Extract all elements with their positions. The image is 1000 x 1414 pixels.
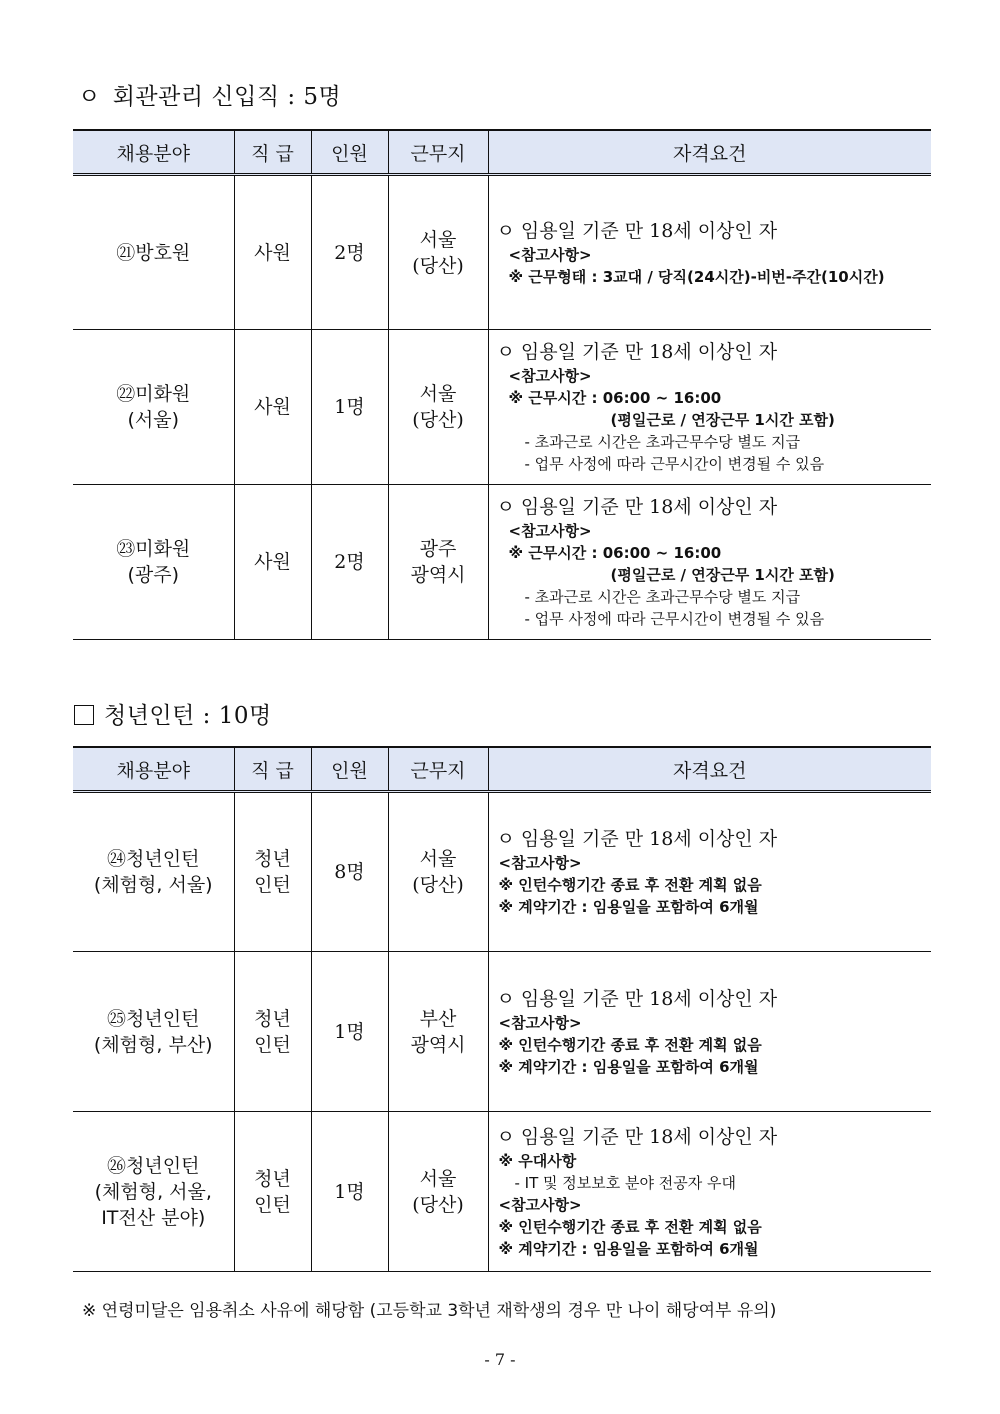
conversion-note: ※ 인턴수행기간 종료 후 전환 계획 없음 [498,876,762,894]
section-title-text: 회관관리 신입직 : 5명 [112,84,342,110]
field-cell [73,175,234,330]
work-hours-note: ※ 근무시간 : 06:00 ~ 16:00 [508,389,722,407]
grade-cell [234,792,311,952]
header-field: 채용분야 [73,747,234,792]
contract-period-note: ※ 계약기간 : 임용일을 포함하여 6개월 [498,1239,759,1258]
work-hours-note: ※ 근무시간 : 06:00 ~ 16:00 [508,544,722,562]
field-sub: IT전산 분야) [101,1206,206,1229]
age-requirement: ㅇ 임용일 기준 만 18세 이상인 자 [496,828,778,850]
section-title-text: 청년인턴 : 10명 [104,703,272,729]
reference-title: <참고사항> [508,367,592,385]
location-line: 부산 [419,1007,457,1030]
count-cell: 1명 [311,1112,388,1272]
requirements-cell [488,175,931,330]
field-name: ㉕청년인턴 [107,1007,200,1030]
grade-cell: 사원 [234,175,311,330]
field-cell [73,1112,234,1272]
field-sub: (서울) [127,409,180,431]
count-cell: 1명 [311,952,388,1112]
location-line: 서울 [419,228,457,251]
header-requirements: 자격요건 [488,747,931,792]
requirements-cell [488,485,931,640]
schedule-change-note: - 업무 사정에 따라 근무시간이 변경될 수 있음 [524,610,825,628]
reference-title: <참고사항> [508,522,592,540]
field-name: ㉖청년인턴 [107,1154,200,1177]
age-requirement: ㅇ 임용일 기준 만 18세 이상인 자 [496,341,778,363]
field-name: ㉑방호원 [116,241,191,264]
location-line: 광주 [419,538,457,560]
age-requirement: ㅇ 임용일 기준 만 18세 이상인 자 [496,496,778,518]
field-cell [73,485,234,640]
location-line: (당산) [412,874,464,896]
table-row [73,485,931,640]
table-row [73,792,931,952]
location-line: 광역시 [410,564,466,586]
requirements-cell [488,330,931,485]
reference-title: <참고사항> [498,1013,582,1032]
location-line: 광역시 [410,1033,466,1056]
count-cell: 8명 [311,792,388,952]
header-grade: 직 급 [234,130,311,175]
schedule-change-note: - 업무 사정에 따라 근무시간이 변경될 수 있음 [524,455,825,473]
grade-cell [234,1112,311,1272]
location-cell [388,175,488,330]
grade-line: 인턴 [254,874,291,896]
location-cell [388,792,488,952]
grade-cell: 사원 [234,330,311,485]
table-row [73,330,931,485]
field-cell [73,952,234,1112]
field-sub: (체험형, 서울, [94,1180,212,1203]
count-cell: 2명 [311,175,388,330]
requirements-cell [488,792,931,952]
grade-line: 청년 [254,1167,291,1190]
field-cell [73,792,234,952]
count-cell: 1명 [311,330,388,485]
requirements-cell [488,1112,931,1272]
circle-bullet: ㅇ [78,84,101,110]
field-name: ㉒미화원 [116,383,191,405]
contract-period-note: ※ 계약기간 : 임용일을 포함하여 6개월 [498,1057,759,1076]
header-grade: 직 급 [234,747,311,792]
table-row [73,175,931,330]
location-line: 서울 [419,1167,457,1190]
work-hours-detail: (평일근로 / 연장근무 1시간 포함) [610,411,835,429]
grade-line: 인턴 [254,1033,291,1056]
overtime-note: - 초과근로 시간은 초과근무수당 별도 지급 [524,433,801,451]
field-name: ㉔청년인턴 [107,848,200,870]
table-header-row [73,130,931,175]
page-number: - 7 - [484,1350,516,1369]
field-cell [73,330,234,485]
table-row [73,952,931,1112]
header-field: 채용분야 [73,130,234,175]
grade-line: 청년 [254,848,291,870]
grade-line: 청년 [254,1007,291,1030]
grade-cell: 사원 [234,485,311,640]
conversion-note: ※ 인턴수행기간 종료 후 전환 계획 없음 [498,1035,762,1054]
age-requirement: ㅇ 임용일 기준 만 18세 이상인 자 [496,987,778,1010]
location-cell [388,330,488,485]
checkbox-square-icon [74,705,94,725]
section-title-hall-management [78,78,341,111]
contract-period-note: ※ 계약기간 : 임용일을 포함하여 6개월 [498,898,759,916]
location-cell [388,1112,488,1272]
count-cell: 2명 [311,485,388,640]
location-line: 서울 [419,848,457,870]
age-requirement: ㅇ 임용일 기준 만 18세 이상인 자 [496,1125,778,1148]
work-type-note: ※ 근무형태 : 3교대 / 당직(24시간)-비번-주간(10시간) [508,267,885,286]
location-line: 서울 [419,383,457,405]
location-cell [388,485,488,640]
age-requirement: ㅇ 임용일 기준 만 18세 이상인 자 [496,219,778,242]
header-location: 근무지 [388,747,488,792]
grade-cell [234,952,311,1112]
reference-title: <참고사항> [498,854,582,872]
preference-title: ※ 우대사항 [498,1151,577,1170]
age-footnote: ※ 연령미달은 임용취소 사유에 해당함 (고등학교 3학년 재학생의 경우 만 나이 해당여부 유의) [82,1301,777,1321]
recruit-table-hall-management [73,129,931,640]
work-hours-detail: (평일근로 / 연장근무 1시간 포함) [610,566,835,584]
reference-title: <참고사항> [498,1195,582,1214]
header-count: 인원 [311,130,388,175]
header-count: 인원 [311,747,388,792]
header-location: 근무지 [388,130,488,175]
location-line: (당산) [412,1193,464,1216]
recruit-table-youth-intern [73,746,931,1272]
conversion-note: ※ 인턴수행기간 종료 후 전환 계획 없음 [498,1217,762,1236]
field-name: ㉓미화원 [116,538,191,560]
location-line: (당산) [412,409,464,431]
section-title-youth-intern [74,697,272,730]
header-requirements: 자격요건 [488,130,931,175]
field-sub: (광주) [127,564,180,586]
table-header-row [73,747,931,792]
overtime-note: - 초과근로 시간은 초과근무수당 별도 지급 [524,588,801,606]
field-sub: (체험형, 서울) [93,874,213,896]
requirements-cell [488,952,931,1112]
grade-line: 인턴 [254,1193,291,1216]
field-sub: (체험형, 부산) [93,1033,213,1056]
location-line: (당산) [412,254,464,277]
preference-note: - IT 및 정보보호 분야 전공자 우대 [514,1173,736,1192]
reference-title: <참고사항> [508,245,592,264]
table-row [73,1112,931,1272]
location-cell [388,952,488,1112]
